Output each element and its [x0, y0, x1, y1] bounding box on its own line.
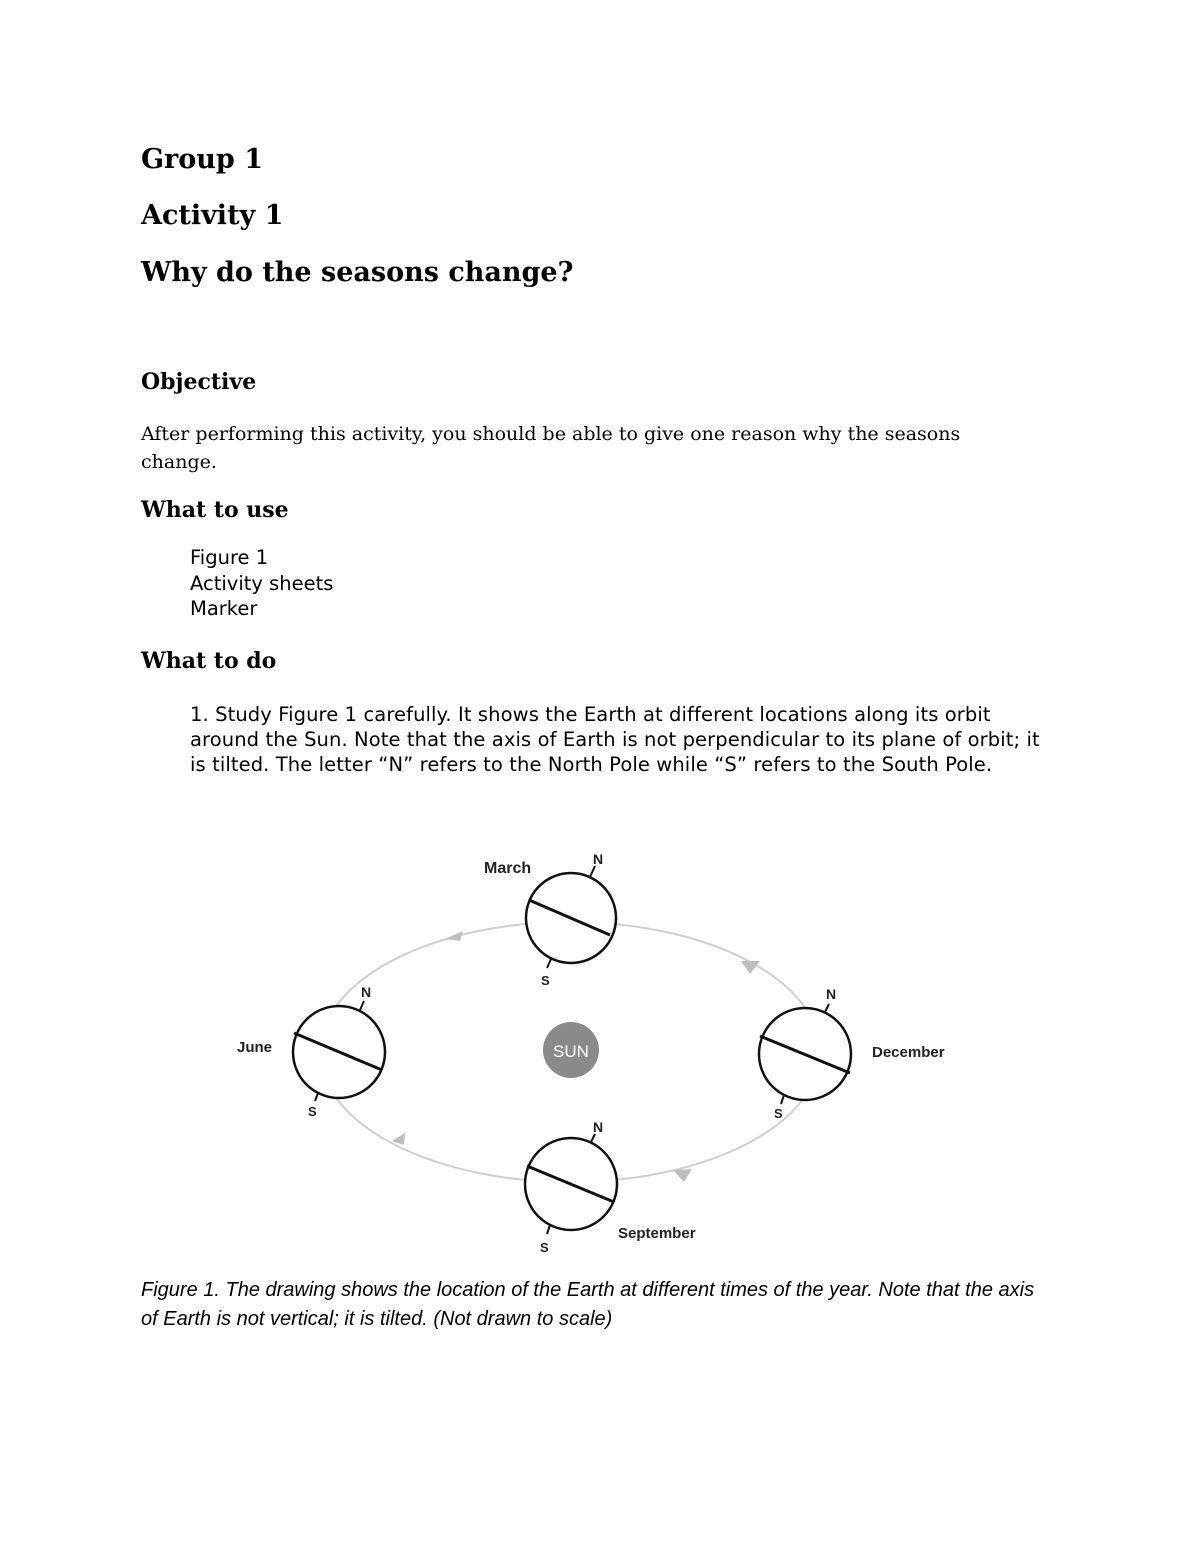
south-pole-label: S	[541, 973, 550, 988]
earth-march	[526, 866, 616, 968]
month-label-december: December	[872, 1044, 945, 1061]
list-item: Figure 1	[190, 546, 269, 569]
materials-heading: What to use	[141, 497, 289, 523]
group-heading: Group 1	[141, 144, 263, 175]
procedure-step-1: 1. Study Figure 1 carefully. It shows the Earth at different locations along its orbit around the Sun. Note that the axis of Earth is not perpendicular to its plane of orbit; it is tilted. The letter “N” refers to the North Pole while “S” refers to the South Pole.	[190, 703, 1040, 776]
figure-caption: Figure 1. The drawing shows the location of the Earth at different times of the year. Note that the axis of Earth is not vertical; it is tilted. (Not drawn to scale)	[141, 1279, 1035, 1330]
south-pole-label: S	[540, 1240, 549, 1255]
sun-label: SUN	[553, 1042, 589, 1061]
north-pole-label: N	[593, 851, 604, 867]
orbit-arrow	[673, 1169, 692, 1182]
question-heading: Why do the seasons change?	[141, 257, 574, 288]
earth-december	[759, 1004, 851, 1104]
objective-heading: Objective	[141, 369, 257, 395]
procedure-heading: What to do	[141, 648, 277, 674]
month-label-june: June	[237, 1039, 273, 1056]
earth-june	[293, 1001, 385, 1101]
south-pole-label: S	[308, 1104, 317, 1119]
objective-text: After performing this activity, you should be able to give one reason why the seasons change.	[141, 423, 961, 473]
list-item: Activity sheets	[190, 571, 334, 595]
north-pole-label: N	[593, 1119, 604, 1135]
activity-heading: Activity 1	[141, 200, 284, 231]
south-pole-label: S	[774, 1106, 783, 1121]
north-pole-label: N	[361, 984, 372, 1000]
list-item: Marker	[190, 597, 258, 620]
north-pole-label: N	[826, 986, 837, 1002]
month-label-september: September	[618, 1225, 696, 1242]
orbit-arrow	[741, 961, 760, 974]
month-label-march: March	[484, 860, 532, 877]
earth-september	[525, 1134, 617, 1234]
